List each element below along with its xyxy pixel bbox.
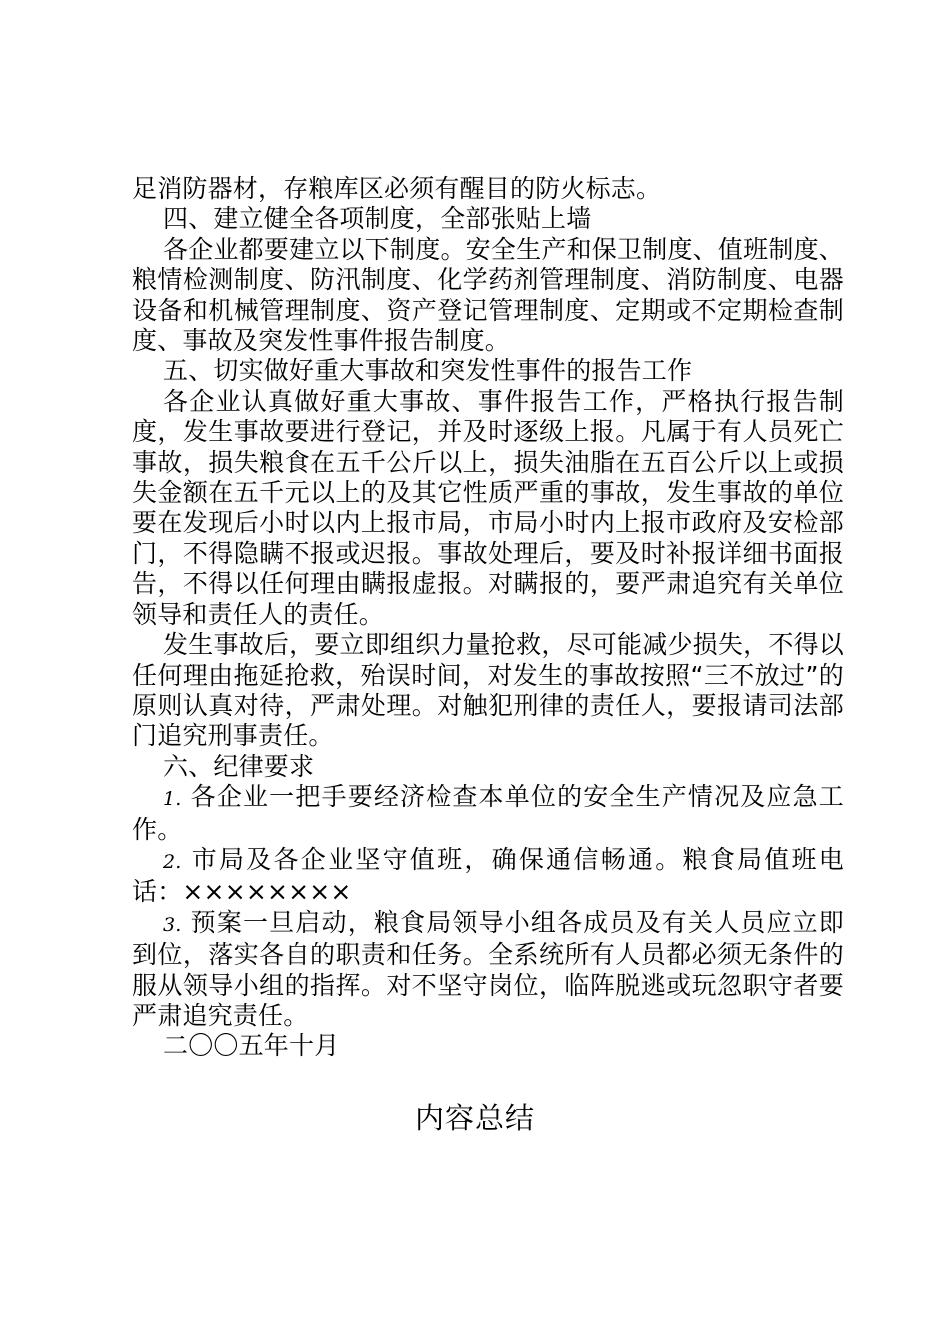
heading-section-4: 四、建立健全各项制度，全部张贴上墙 bbox=[163, 204, 592, 234]
list-item-1 bbox=[132, 782, 844, 845]
list-item-3 bbox=[132, 908, 844, 1032]
paragraph-regulations: 各企业都要建立以下制度。安全生产和保卫制度、值班制度、粮情检测制度、防汛制度、化学药剂管理制度、消防制度、电器设备和机械管理制度、资产登记管理制度、定期或不定期检查制度、事故及突发性事件报告制度。 bbox=[132, 234, 844, 356]
heading-section-5: 五、切实做好重大事故和突发性事件的报告工作 bbox=[163, 356, 693, 386]
paragraph-fire-equipment: 足消防器材，存粮库区必须有醒目的防火标志。 bbox=[132, 174, 662, 203]
list-item-number: 2. bbox=[163, 850, 182, 873]
heading-section-6: 六、纪律要求 bbox=[163, 751, 315, 781]
list-item-text: 各企业一把手要经济检查本单位的安全生产情况及应急工作。 bbox=[132, 782, 844, 844]
document-date: 二〇〇五年十月 bbox=[163, 1031, 340, 1061]
list-item-number: 3. bbox=[163, 913, 182, 936]
list-item-text: 预案一旦启动，粮食局领导小组各成员及有关人员应立即到位，落实各自的职责和任务。全系统所有人员都必须无条件的服从领导小组的指挥。对不坚守岗位，临阵脱逃或玩忽职守者要严肃追究责任。 bbox=[132, 907, 844, 1030]
list-item-2 bbox=[132, 845, 844, 908]
list-item-number: 1. bbox=[163, 788, 182, 811]
document-body bbox=[132, 174, 844, 1062]
paragraph-accident-rescue: 发生事故后，要立即组织力量抢救，尽可能减少损失，不得以任何理由拖延抢救，殆误时间，对发生的事故按照“三不放过”的原则认真对待，严肃处理。对触犯刑律的责任人，要报请司法部门追究刑事责任。 bbox=[132, 630, 844, 751]
list-item-text: 市局及各企业坚守值班，确保通信畅通。粮食局值班电话：×××××××× bbox=[132, 844, 844, 907]
paragraph-accident-reporting: 各企业认真做好重大事故、事件报告工作，严格执行报告制度，发生事故要进行登记，并及时逐级上报。凡属于有人员死亡事故，损失粮食在五千公斤以上，损失油脂在五百公斤以上或损失金额在五千元以上的及其它性质严重的事故，发生事故的单位要在发现后小时以内上报市局，市局小时内上报市政府及安检部门，不得隐瞒不报或迟报。事故处理后，要及时补报详细书面报告，不得以任何理由瞒报虚报。对瞒报的，要严肃追究有关单位领导和责任人的责任。 bbox=[132, 386, 844, 629]
summary-title: 内容总结 bbox=[414, 1101, 535, 1135]
